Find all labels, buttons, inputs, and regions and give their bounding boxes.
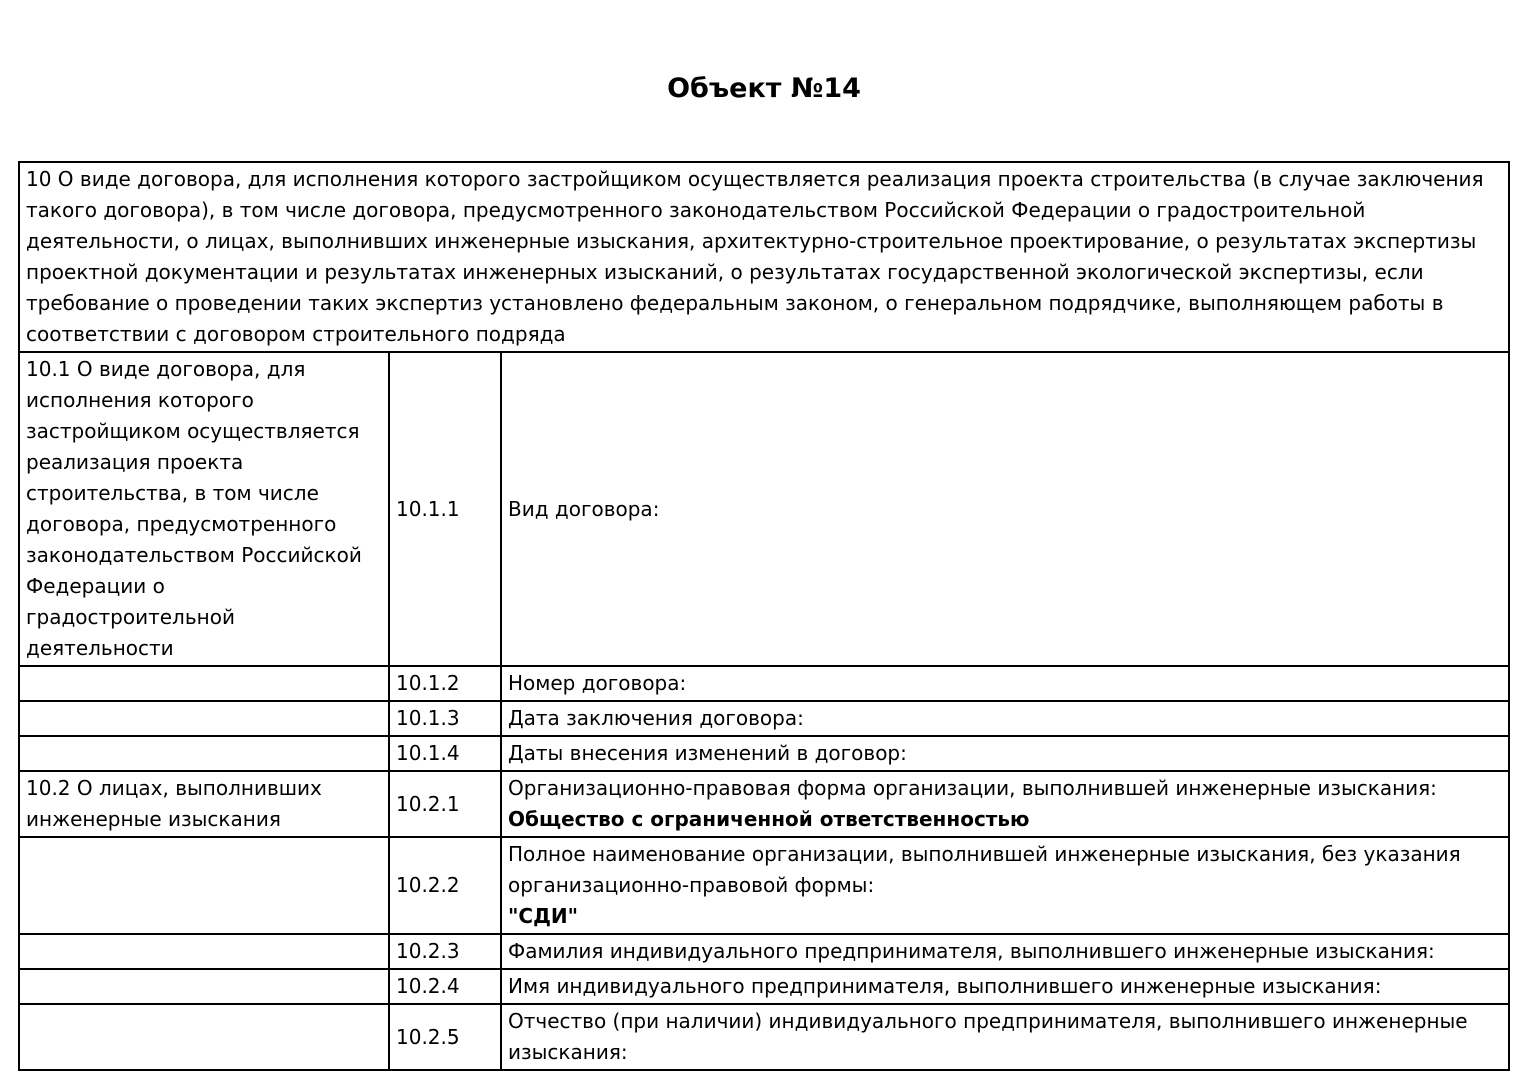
field-label: Имя индивидуального предпринимателя, выполнившего инженерные изыскания:: [508, 974, 1382, 998]
row-content-cell: [501, 352, 1509, 666]
row-content-cell: [501, 934, 1509, 969]
row-number-cell: 10.1.3: [389, 701, 501, 736]
row-content-cell: [501, 666, 1509, 701]
table-row: [19, 771, 1509, 837]
group-label-cell: [19, 969, 389, 1004]
row-content-cell: [501, 736, 1509, 771]
group-label-cell: [19, 837, 389, 934]
section-10-table: [18, 161, 1510, 1071]
table-body: [19, 162, 1509, 1070]
section-header-row: [19, 162, 1509, 352]
field-value: "СДИ": [508, 904, 579, 928]
group-label-cell: [19, 701, 389, 736]
section-header-cell: 10 О виде договора, для исполнения которого застройщиком осуществляется реализация проекта строительства (в случае заключения такого договора), в том числе договора, предусмотренного законодательством Российской Федерации о градостроительной деятельности, о лицах, выполнивших инженерные изыскания, архитектурно-строительное проектирование, о результатах экспертизы проектной документации и результатах инженерных изысканий, о результатах государственной экологической экспертизы, если требование о проведении таких экспертиз установлено федеральным законом, о генеральном подрядчике, выполняющем работы в соответствии с договором строительного подряда: [19, 162, 1509, 352]
table-row: [19, 352, 1509, 666]
field-label: Полное наименование организации, выполнившей инженерные изыскания, без указания организационно-правовой формы:: [508, 842, 1461, 897]
group-label-cell: [19, 1004, 389, 1070]
group-label-cell: [19, 934, 389, 969]
table-row: [19, 736, 1509, 771]
field-value: Общество с ограниченной ответственностью: [508, 807, 1030, 831]
row-number-cell: 10.1.2: [389, 666, 501, 701]
group-label-cell: [19, 736, 389, 771]
row-number-cell: 10.2.2: [389, 837, 501, 934]
group-label-cell: [19, 666, 389, 701]
field-label: Даты внесения изменений в договор:: [508, 741, 907, 765]
table-row: [19, 666, 1509, 701]
table-row: [19, 837, 1509, 934]
field-label: Вид договора:: [508, 496, 660, 521]
field-label: Организационно-правовая форма организации, выполнившей инженерные изыскания:: [508, 776, 1437, 800]
field-label: Номер договора:: [508, 671, 687, 695]
row-number-cell: 10.1.4: [389, 736, 501, 771]
row-content-cell: [501, 771, 1509, 837]
field-label: Дата заключения договора:: [508, 706, 804, 730]
row-content-cell: [501, 969, 1509, 1004]
row-number-cell: 10.1.1: [389, 352, 501, 666]
row-number-cell: 10.2.5: [389, 1004, 501, 1070]
row-number-cell: 10.2.1: [389, 771, 501, 837]
document-title: Объект №14: [667, 73, 861, 104]
row-content-cell: [501, 701, 1509, 736]
row-content-cell: [501, 837, 1509, 934]
table-row: [19, 1004, 1509, 1070]
table-row: [19, 701, 1509, 736]
row-number-cell: 10.2.4: [389, 969, 501, 1004]
table-row: [19, 934, 1509, 969]
group-label-cell: 10.1 О виде договора, для исполнения которого застройщиком осуществляется реализация проекта строительства, в том числе договора, предусмотренного законодательством Российской Федерации о градостроительной деятельности: [19, 352, 389, 666]
table-row: [19, 969, 1509, 1004]
group-label-cell: 10.2 О лицах, выполнивших инженерные изыскания: [19, 771, 389, 837]
field-label: Фамилия индивидуального предпринимателя, выполнившего инженерные изыскания:: [508, 939, 1435, 963]
field-label: Отчество (при наличии) индивидуального предпринимателя, выполнившего инженерные изыскания:: [508, 1009, 1468, 1064]
row-number-cell: 10.2.3: [389, 934, 501, 969]
row-content-cell: [501, 1004, 1509, 1070]
